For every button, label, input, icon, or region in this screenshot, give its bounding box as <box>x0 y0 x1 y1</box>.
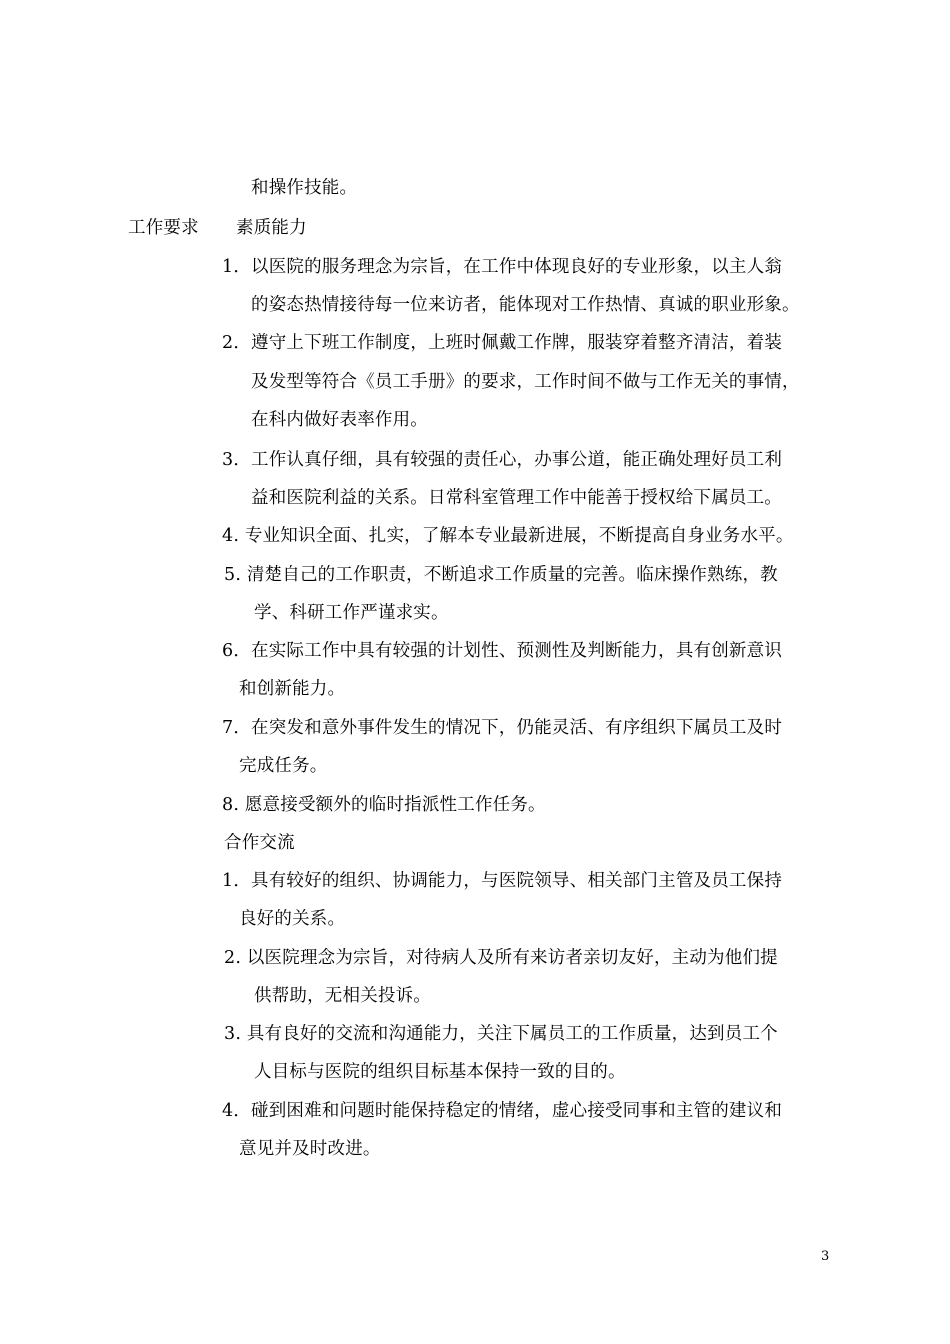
list-item: 6．在实际工作中具有较强的计划性、预测性及判断能力，具有创新意识 <box>222 641 783 661</box>
quality-heading: 素质能力 <box>236 218 307 238</box>
list-item-cont: 学、科研工作严谨求实。 <box>254 603 449 623</box>
page-number: 3 <box>821 1249 830 1264</box>
list-item-cont: 意见并及时改进。 <box>239 1139 381 1159</box>
list-item-cont: 及发型等符合《员工手册》的要求，工作时间不做与工作无关的事情， <box>251 372 800 392</box>
list-item: 2．遵守上下班工作制度，上班时佩戴工作牌，服装穿着整齐清洁，着装 <box>222 333 783 353</box>
list-item: 3. 具有良好的交流和沟通能力，关注下属员工的工作质量，达到员工个 <box>224 1024 778 1044</box>
list-item-cont: 在科内做好表率作用。 <box>251 410 428 430</box>
list-item-cont: 完成任务。 <box>239 756 328 776</box>
list-item: 2. 以医院理念为宗旨，对待病人及所有来访者亲切友好，主动为他们提 <box>224 948 778 968</box>
list-item-cont: 良好的关系。 <box>239 909 346 929</box>
list-item: 4．碰到困难和问题时能保持稳定的情绪，虚心接受同事和主管的建议和 <box>222 1101 783 1121</box>
list-item: 4. 专业知识全面、扎实，了解本专业最新进展，不断提高自身业务水平。 <box>222 526 794 546</box>
section-label: 工作要求 <box>128 218 199 238</box>
list-item-cont: 的姿态热情接待每一位来访者，能体现对工作热情、真诚的职业形象。 <box>251 295 800 315</box>
list-item-cont: 供帮助，无相关投诉。 <box>254 986 431 1006</box>
list-item: 5. 清楚自己的工作职责，不断追求工作质量的完善。临床操作熟练，教 <box>224 565 778 585</box>
list-item-cont: 人目标与医院的组织目标基本保持一致的目的。 <box>254 1062 626 1082</box>
list-item: 7．在突发和意外事件发生的情况下，仍能灵活、有序组织下属员工及时 <box>222 718 783 738</box>
continuation-text: 和操作技能。 <box>251 178 358 198</box>
list-item: 1．以医院的服务理念为宗旨，在工作中体现良好的专业形象，以主人翁 <box>222 257 783 277</box>
list-item-cont: 益和医院利益的关系。日常科室管理工作中能善于授权给下属员工。 <box>251 488 782 508</box>
list-item-cont: 和创新能力。 <box>239 679 346 699</box>
list-item: 1．具有较好的组织、协调能力，与医院领导、相关部门主管及员工保持 <box>222 871 783 891</box>
list-item: 3．工作认真仔细，具有较强的责任心，办事公道，能正确处理好员工利 <box>222 450 783 470</box>
cooperation-heading: 合作交流 <box>224 833 295 853</box>
list-item: 8. 愿意接受额外的临时指派性工作任务。 <box>222 795 546 815</box>
